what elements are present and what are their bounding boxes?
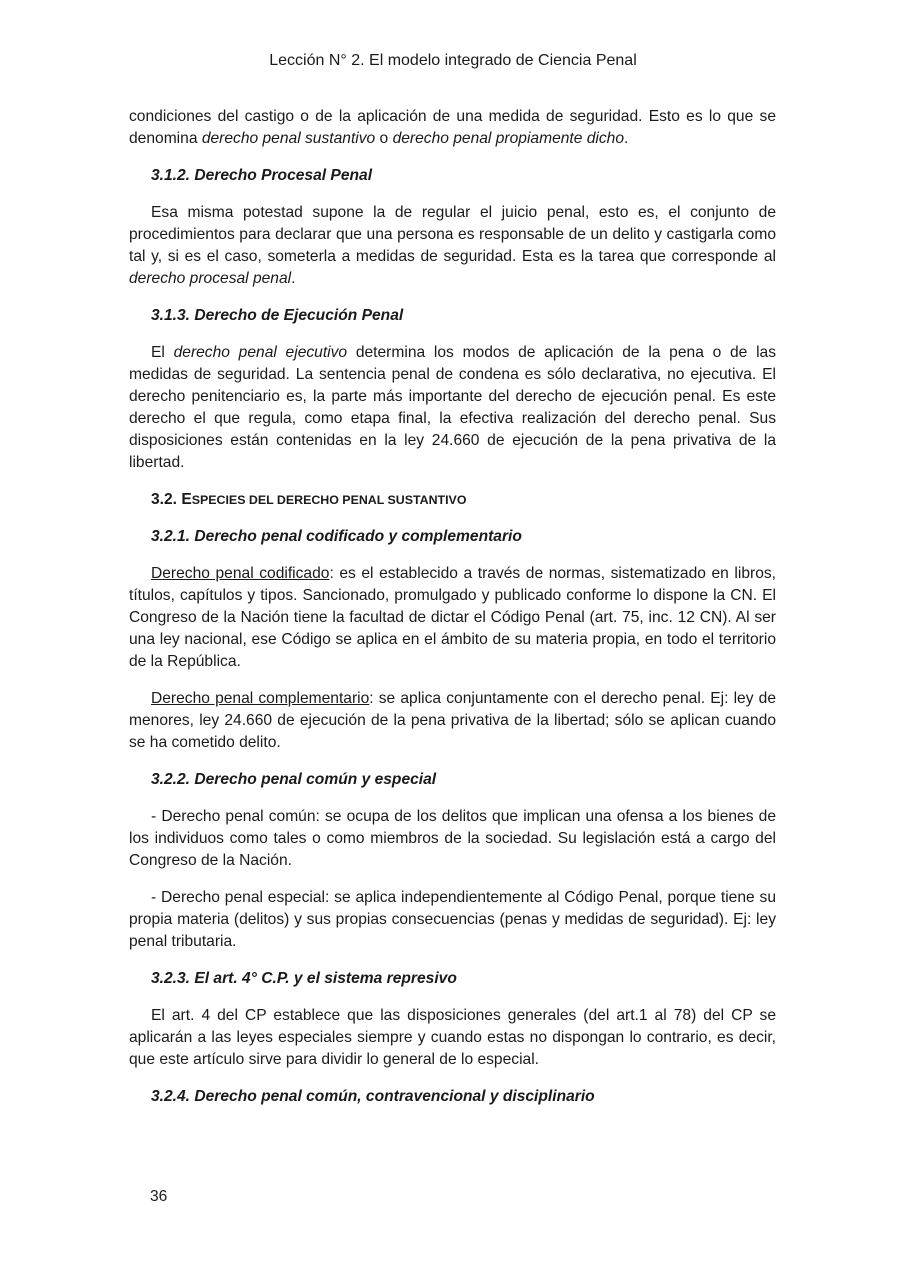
- paragraph-especial: - Derecho penal especial: se aplica independientemente al Código Penal, porque tiene su propia materia (delitos) y sus propias consecuencias (penas y medidas de seguridad). Ej: ley penal tributaria.: [129, 889, 776, 950]
- paragraph-complementario: Derecho penal complementario: se aplica conjuntamente con el derecho penal. Ej: ley de menores, ley 24.660 de ejecución de la pena privativa de la libertad; sólo se aplican cuando se ha cometido delito.: [129, 690, 776, 751]
- heading-3-2-4: 3.2.4. Derecho penal común, contravencional y disciplinario: [151, 1088, 595, 1105]
- page-number: 36: [150, 1188, 168, 1205]
- paragraph-procesal: Esa misma potestad supone la de regular el juicio penal, esto es, el conjunto de procedimientos para declarar que una persona es responsable de un delito y castigarla como tal y, si es el caso, someterla a medidas de seguridad. Esta es la tarea que corresponde al derecho procesal penal.: [129, 204, 776, 287]
- heading-3-2: 3.2. ESPECIES DEL DERECHO PENAL SUSTANTIVO: [151, 491, 467, 508]
- heading-3-2-1: 3.2.1. Derecho penal codificado y complementario: [151, 528, 522, 545]
- running-header: Lección N° 2. El modelo integrado de Ciencia Penal: [269, 52, 637, 69]
- paragraph-art4: El art. 4 del CP establece que las disposiciones generales (del art.1 al 78) del CP se aplicarán a las leyes especiales siempre y cuando estas no dispongan lo contrario, es decir, que este artículo sirve para dividir lo general de lo especial.: [129, 1007, 776, 1068]
- heading-3-1-2: 3.1.2. Derecho Procesal Penal: [151, 167, 373, 184]
- page-body: [129, 106, 776, 1123]
- heading-3-2-3: 3.2.3. El art. 4° C.P. y el sistema represivo: [151, 970, 457, 987]
- heading-3-1-3: 3.1.3. Derecho de Ejecución Penal: [151, 307, 404, 324]
- paragraph-ejecucion: El derecho penal ejecutivo determina los modos de aplicación de la pena o de las medidas de seguridad. La sentencia penal de condena es sólo declarativa, no ejecutiva. El derecho penitenciario es, la parte más importante del derecho de ejecución penal. Es este derecho el que regula, como etapa final, la efectiva realización del derecho penal. Sus disposiciones están contenidas en la ley 24.660 de ejecución de la pena privativa de la libertad.: [129, 344, 776, 471]
- heading-3-2-2: 3.2.2. Derecho penal común y especial: [151, 771, 437, 788]
- paragraph-continuation: condiciones del castigo o de la aplicación de una medida de seguridad. Esto es lo que se denomina derecho penal sustantivo o derecho penal propiamente dicho.: [129, 108, 776, 147]
- paragraph-codificado: Derecho penal codificado: es el establecido a través de normas, sistematizado en libros, títulos, capítulos y tipos. Sancionado, promulgado y publicado conforme lo dispone la CN. El Congreso de la Nación tiene la facultad de dictar el Código Penal (art. 75, inc. 12 CN). Al ser una ley nacional, ese Código se aplica en el ámbito de su materia propia, en todo el territorio de la República.: [129, 565, 776, 670]
- paragraph-comun: - Derecho penal común: se ocupa de los delitos que implican una ofensa a los bienes de los individuos como tales o como miembros de la sociedad. Su legislación está a cargo del Congreso de la Nación.: [129, 808, 776, 869]
